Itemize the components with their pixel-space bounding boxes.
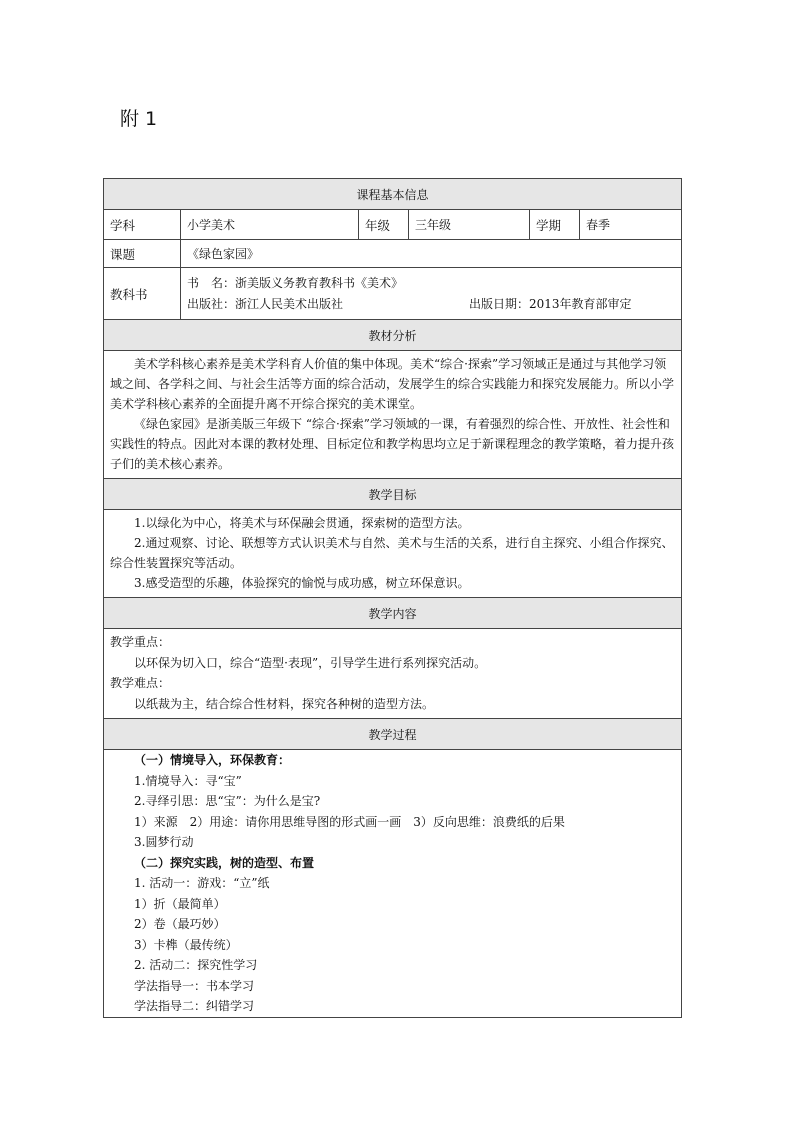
book-name: 书 名：浙美版义务教育教科书《美术》 xyxy=(187,275,404,290)
difficulty-text: 以纸裁为主，结合综合性材料，探究各种树的造型方法。 xyxy=(134,696,435,711)
grade-label: 年级 xyxy=(359,210,409,240)
topic-label: 课题 xyxy=(104,240,181,268)
teaching-content-body xyxy=(104,629,682,719)
key-point-text: 以环保为切入口，综合“造型·表现”，引导学生进行系列探究活动。 xyxy=(134,655,487,670)
publisher: 出版社：浙江人民美术出版社 xyxy=(187,296,344,311)
grade-value: 三年级 xyxy=(409,210,530,240)
subject-value: 小学美术 xyxy=(181,210,359,240)
material-paragraph-2: 《绿色家园》是浙美版三年级下 “综合·探索”学习领域的一课，有着强烈的综合性、开放性、社会性和实践性的特点。因此对本课的教材处理、目标定位和教学构思均立足于新课程理念的教学策略，着力提升孩子们的美术核心素养。 xyxy=(110,417,675,471)
goal-item-2: 2.通过观察、讨论、联想等方式认识美术与自然、美术与生活的关系，进行自主探究、小组合作探究、综合性装置探究等活动。 xyxy=(110,536,674,570)
process-line: 2. 活动二：探究性学习 xyxy=(134,958,258,972)
process-line: （二）探究实践，树的造型、布置 xyxy=(134,855,315,870)
publisher-row xyxy=(187,294,675,315)
goal-item-1: 1.以绿化为中心，将美术与环保融会贯通，探索树的造型方法。 xyxy=(134,516,470,530)
term-value: 春季 xyxy=(580,210,682,240)
process-line: 3）卡榫（最传统） xyxy=(134,937,238,952)
course-table xyxy=(103,178,682,1018)
process-line: （一）情境导入，环保教育： xyxy=(134,753,291,767)
material-analysis-header: 教材分析 xyxy=(104,320,682,351)
difficulty-label: 教学难点： xyxy=(110,676,171,690)
teaching-content-header: 教学内容 xyxy=(104,598,682,629)
process-line: 1）来源 2）用途：请你用思维导图的形式画一画 3）反向思维：浪费纸的后果 xyxy=(134,814,565,829)
goal-item-3: 3.感受造型的乐趣，体验探究的愉悦与成功感，树立环保意识。 xyxy=(134,576,470,590)
teaching-process-body xyxy=(104,750,682,1018)
material-paragraph-1: 美术学科核心素养是美术学科育人价值的集中体现。美术“综合·探索”学习领域正是通过与其他学习领域之间、各学科之间、与社会生活等方面的综合活动，发展学生的综合实践能力和探究发展能力。所以小学美术学科核心素养的全面提升离不开综合探究的美术课堂。 xyxy=(110,357,675,411)
course-info-header: 课程基本信息 xyxy=(104,179,682,210)
subject-label: 学科 xyxy=(104,210,181,240)
key-point-label: 教学重点： xyxy=(110,635,171,649)
process-line: 1）折（最简单） xyxy=(134,896,226,911)
process-line: 学法指导二：纠错学习 xyxy=(134,999,255,1013)
term-label: 学期 xyxy=(530,210,580,240)
process-line: 1. 活动一：游戏：“立”纸 xyxy=(134,876,270,890)
teaching-goals-header: 教学目标 xyxy=(104,479,682,510)
textbook-info xyxy=(181,268,682,320)
process-line: 3.圆梦行动 xyxy=(134,835,194,849)
teaching-process-header: 教学过程 xyxy=(104,719,682,750)
appendix-label: 附 1 xyxy=(120,108,158,130)
process-line: 2）卷（最巧妙） xyxy=(134,917,226,931)
textbook-label: 教科书 xyxy=(104,268,181,320)
process-line: 1.情境导入：寻“宝” xyxy=(134,773,242,788)
material-analysis-body xyxy=(104,351,682,479)
topic-value: 《绿色家园》 xyxy=(181,240,682,268)
process-line: 学法指导一：书本学习 xyxy=(134,978,255,993)
publish-date: 出版日期：2013年教育部审定 xyxy=(469,296,632,311)
teaching-goals-body xyxy=(104,510,682,598)
process-line: 2.寻绎引思：思“宝”：为什么是宝? xyxy=(134,794,321,808)
